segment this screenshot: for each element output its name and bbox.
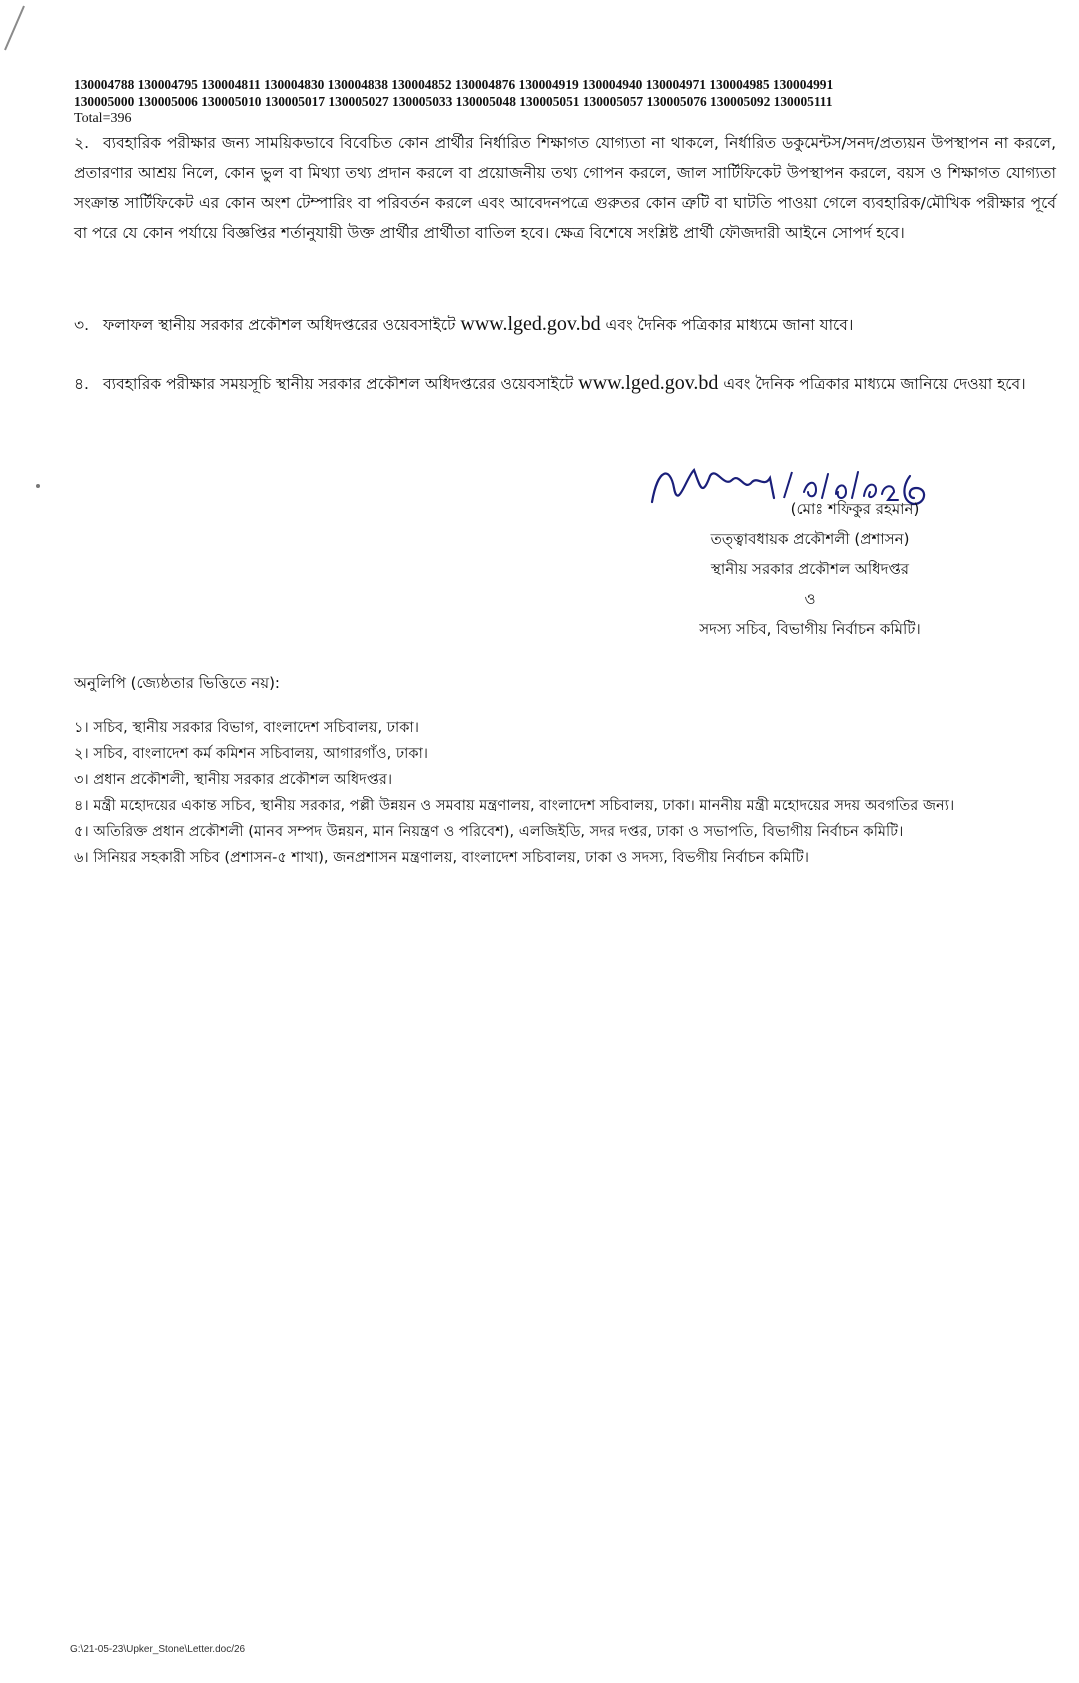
scan-speck xyxy=(36,484,40,488)
paragraph-number: ৩. xyxy=(74,316,90,334)
signatory-role: সদস্য সচিব, বিভাগীয় নির্বাচন কমিটি। xyxy=(699,620,921,638)
paragraph-number: ৪. xyxy=(74,375,89,393)
copy-list-item: ৬। সিনিয়র সহকারী সচিব (প্রশাসন-৫ শাখা), জনপ্রশাসন মন্ত্রণালয়, বাংলাদেশ সচিবালয়, ঢাকা ও সদস্য, বিভগীয় নির্বাচন কমিটি। xyxy=(74,849,809,866)
copy-list-item: ১। সচিব, স্থানীয় সরকার বিভাগ, বাংলাদেশ সচিবালয়, ঢাকা। xyxy=(74,719,419,736)
roll-numbers-line-2: 130005000 130005006 130005010 130005017 130005027 130005033 130005048 130005051 130005057 130005076 130005092 130005111 xyxy=(74,94,833,109)
paragraph-text: এবং দৈনিক পত্রিকার মাধ্যমে জানিয়ে দেওয়া হবে। xyxy=(723,375,1026,393)
paragraph-text: এবং দৈনিক পত্রিকার মাধ্যমে জানা যাবে। xyxy=(605,316,854,334)
signatory-office: স্থানীয় সরকার প্রকৌশল অধিদপ্তর xyxy=(710,560,910,578)
signatory-designation: তত্ত্বাবধায়ক প্রকৌশলী (প্রশাসন) xyxy=(710,530,910,548)
paragraph-text: ব্যবহারিক পরীক্ষার জন্য সাময়িকভাবে বিবেচিত কোন প্রার্থীর নির্ধারিত শিক্ষাগত যোগ্যতা না থাকলে, নির্ধারিত ডকুমেন্টস/সনদ/প্রত্যয়ন উপস্থাপন না করলে, প্রতারণার আশ্রয় নিলে, কোন ভুল বা মিথ্যা তথ্য প্রদান করলে বা প্রয়োজনীয় তথ্য গোপন করলে, জাল সার্টিফিকেট উপস্থাপন করলে, বয়স ও শিক্ষাগত যোগ্যতা সংক্রান্ত সার্টিফিকেট এর কোন অংশ টেম্পারিং বা পরিবর্তন করলে এবং আবেদনপত্রে গুরুতর কোন ত্রুটি বা ঘাটতি পাওয়া গেলে ব্যবহারিক/মৌখিক পরীক্ষার পূর্বে বা পরে যে কোন পর্যায়ে বিজ্ঞপ্তির শর্তানুযায়ী উক্ত প্রার্থীর প্রার্থীতা বাতিল হবে। ক্ষেত্র বিশেষে সংশ্লিষ্ট প্রার্থী ফৌজদারী আইনে সোপর্দ হবে। xyxy=(74,134,1056,242)
paragraph-text: ব্যবহারিক পরীক্ষার সময়সূচি স্থানীয় সরকার প্রকৌশল অধিদপ্তরের ওয়েবসাইটে xyxy=(103,375,574,393)
signatory-name: (মোঃ শফিকুর রহমান) xyxy=(790,500,920,518)
paragraph-number: ২. xyxy=(74,134,90,152)
website-url: www.lged.gov.bd xyxy=(460,313,601,335)
copy-list-item: ৩। প্রধান প্রকৌশলী, স্থানীয় সরকার প্রকৌশল অধিদপ্তর। xyxy=(74,771,393,788)
paragraph-2 xyxy=(74,128,1056,248)
paragraph-text: ফলাফল স্থানীয় সরকার প্রকৌশল অধিদপ্তরের ওয়েবসাইটে xyxy=(103,316,456,334)
copy-list-item: ৫। অতিরিক্ত প্রধান প্রকৌশলী (মানব সম্পদ উন্নয়ন, মান নিয়ন্ত্রণ ও পরিবেশ), এলজিইডি, সদর দপ্তর, ঢাকা ও সভাপতি, বিভাগীয় নির্বাচন কমিটি। xyxy=(74,823,904,840)
paragraph-3 xyxy=(74,309,1056,340)
paragraph-4 xyxy=(74,368,1056,399)
copy-list-item: ৪। মন্ত্রী মহোদয়ের একান্ত সচিব, স্থানীয় সরকার, পল্লী উন্নয়ন ও সমবায় মন্ত্রণালয়, বাংলাদেশ সচিবালয়, ঢাকা। মাননীয় মন্ত্রী মহোদয়ের সদয় অবগতির জন্য। xyxy=(74,797,955,814)
roll-number-list xyxy=(74,76,1054,127)
signatory-conjunction: ও xyxy=(804,590,816,608)
copy-list-item: ২। সচিব, বাংলাদেশ কর্ম কমিশন সচিবালয়, আগারগাঁও, ঢাকা। xyxy=(74,745,429,762)
website-url: www.lged.gov.bd xyxy=(578,372,719,394)
copy-list-heading: অনুলিপি (জ্যেষ্ঠতার ভিত্তিতে নয়): xyxy=(74,674,280,692)
roll-numbers-line-1: 130004788 130004795 130004811 130004830 130004838 130004852 130004876 130004919 130004940 130004971 130004985 130004991 xyxy=(74,77,834,92)
scan-edge-mark xyxy=(2,4,28,54)
copy-list xyxy=(74,715,1056,871)
total-count: Total=396 xyxy=(74,111,132,126)
signatory-block xyxy=(560,494,1060,644)
file-path-footer: G:\21-05-23\Upker_Stone\Letter.doc/26 xyxy=(70,1644,246,1655)
